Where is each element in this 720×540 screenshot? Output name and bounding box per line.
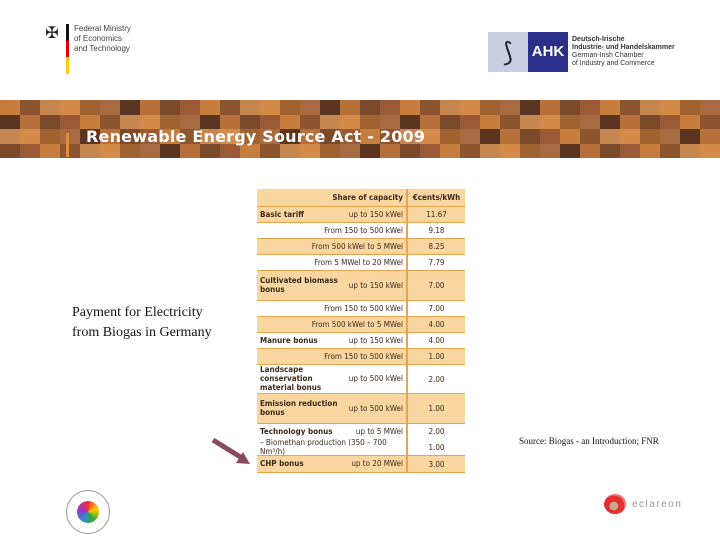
- banner-tile: [100, 100, 120, 115]
- row-value: 1.00: [407, 349, 465, 365]
- header-value: €cents/kWh: [407, 189, 465, 206]
- row-share: up to 5 MWel: [355, 427, 403, 436]
- banner-tile: [460, 129, 480, 144]
- row-share: From 5 MWel to 20 MWel: [314, 257, 403, 267]
- banner-tile: [400, 100, 420, 115]
- row-label-share: [257, 271, 406, 301]
- row-label-share: [257, 255, 406, 271]
- banner-tile: [0, 100, 20, 115]
- table-row: [257, 333, 465, 349]
- row-share: From 500 kWel to 5 MWel: [311, 319, 403, 329]
- banner-tile: [340, 100, 360, 115]
- banner-tile: [480, 144, 500, 159]
- arrow-icon: [210, 436, 254, 468]
- ahk-line: Industrie- und Handelskammer: [572, 44, 675, 51]
- slide-title: Renewable Energy Source Act - 2009: [86, 127, 426, 146]
- ahk-line: of Industry and Commerce: [572, 60, 655, 67]
- row-label-share: [257, 333, 406, 349]
- banner-tile: [640, 115, 660, 130]
- ahk-label: AHK: [528, 32, 568, 72]
- banner-tile: [160, 100, 180, 115]
- row-value: 2.00: [407, 424, 465, 440]
- banner-tile: [700, 115, 720, 130]
- row-share: up to 500 kWel: [348, 403, 403, 413]
- row-label: Technology bonus: [260, 427, 333, 436]
- banner-tile: [500, 144, 520, 159]
- banner-tile: [460, 115, 480, 130]
- banner-tile: [0, 144, 20, 159]
- row-label-share: [257, 239, 406, 255]
- table-row: [257, 301, 465, 317]
- banner-tile: [620, 115, 640, 130]
- table-row: [257, 239, 465, 255]
- eagle-icon: ✠: [45, 25, 59, 42]
- row-label-share: [257, 223, 406, 239]
- banner-tile: [40, 115, 60, 130]
- banner-tile: [440, 115, 460, 130]
- banner-tile: [140, 100, 160, 115]
- banner-tile: [500, 115, 520, 130]
- banner-tile: [660, 115, 680, 130]
- banner-tile: [40, 129, 60, 144]
- row-label: Basic tariff: [260, 209, 305, 219]
- banner-tile: [120, 100, 140, 115]
- row-share: up to 150 kWel: [348, 209, 403, 219]
- table-row: [257, 206, 465, 223]
- row-label-share: [257, 317, 406, 333]
- row-value: 2.00: [407, 365, 465, 394]
- table-row: [257, 394, 465, 424]
- banner-tile: [40, 100, 60, 115]
- row-value: 7.00: [407, 301, 465, 317]
- table-row: [257, 349, 465, 365]
- banner-tile: [0, 115, 20, 130]
- row-label-share: [257, 440, 406, 456]
- row-label: Emission reduction bonus: [260, 399, 338, 417]
- row-value: 7.79: [407, 255, 465, 271]
- table-row: [257, 223, 465, 239]
- banner-tile: [640, 144, 660, 159]
- tariff-table: [257, 189, 465, 473]
- row-label-share: [257, 365, 406, 394]
- banner-tile: [60, 129, 80, 144]
- banner-tile: [320, 100, 340, 115]
- banner-tile: [600, 144, 620, 159]
- ahk-line: German-Irish Chamber: [572, 52, 644, 59]
- banner-tile: [60, 100, 80, 115]
- row-label: Landscape conservation material bonus: [260, 365, 322, 392]
- row-label-share: [257, 394, 406, 424]
- banner-tile: [660, 129, 680, 144]
- row-label-share: [257, 207, 406, 223]
- table-row: [257, 271, 465, 301]
- banner-tile: [520, 129, 540, 144]
- banner-tile: [20, 144, 40, 159]
- row-share: up to 150 kWel: [348, 335, 403, 345]
- banner-tile: [520, 144, 540, 159]
- row-value: 7.00: [407, 271, 465, 301]
- banner-tile: [680, 144, 700, 159]
- row-value: 11.67: [407, 206, 465, 223]
- banner-tile: [580, 144, 600, 159]
- banner-tile: [440, 129, 460, 144]
- banner-tile: [560, 115, 580, 130]
- row-value: 3.00: [407, 456, 465, 473]
- banner-tile: [680, 129, 700, 144]
- banner-tile: [360, 100, 380, 115]
- ministry-logo: [42, 24, 131, 74]
- row-label-share: [257, 349, 406, 365]
- row-label: CHP bonus: [260, 459, 304, 468]
- banner-tile: [640, 129, 660, 144]
- banner-tile: [500, 100, 520, 115]
- banner-tile: [300, 100, 320, 115]
- banner-tile: [640, 100, 660, 115]
- banner-tile: [580, 100, 600, 115]
- banner-tile: [600, 115, 620, 130]
- table-row: [257, 255, 465, 271]
- banner-tile: [660, 144, 680, 159]
- banner-tile: [660, 100, 680, 115]
- row-label-share: [257, 301, 406, 317]
- banner-tile: [20, 115, 40, 130]
- banner-tile: [480, 115, 500, 130]
- eclareon-icon: [604, 494, 626, 514]
- banner-tile: [180, 100, 200, 115]
- table-header-row: [257, 189, 465, 206]
- slide-caption: Payment for Electricity from Biogas in Germany: [72, 305, 212, 340]
- banner-tile: [240, 100, 260, 115]
- banner-tile: [440, 100, 460, 115]
- banner-tile: [560, 144, 580, 159]
- ahk-line: Deutsch-Irische: [572, 36, 625, 43]
- banner-tile: [500, 129, 520, 144]
- banner-tile: [540, 115, 560, 130]
- banner-tile: [560, 129, 580, 144]
- german-flag-stripe: [66, 24, 69, 74]
- ministry-line: of Economics: [74, 34, 123, 43]
- banner-tile: [20, 100, 40, 115]
- banner-tile: [620, 100, 640, 115]
- row-share: up to 20 MWel: [351, 459, 403, 468]
- banner-tile: [520, 100, 540, 115]
- banner-tile: [580, 129, 600, 144]
- table-row: [257, 440, 465, 456]
- row-value: 9.18: [407, 223, 465, 239]
- banner-tile: [460, 100, 480, 115]
- banner-tile: [260, 100, 280, 115]
- row-share: From 150 to 500 kWel: [324, 351, 403, 361]
- row-label-share: [257, 456, 406, 473]
- banner-tile: [0, 129, 20, 144]
- banner-tile: [540, 129, 560, 144]
- banner-tile: [220, 100, 240, 115]
- banner-tile: [680, 100, 700, 115]
- table-row: [257, 456, 465, 473]
- row-value: 8.25: [407, 239, 465, 255]
- banner-tile: [700, 129, 720, 144]
- row-share: up to 500 kWel: [348, 374, 403, 383]
- banner-tile: [540, 100, 560, 115]
- table-row: [257, 317, 465, 333]
- row-share: From 150 to 500 kWel: [324, 225, 403, 235]
- header-share: Share of capacity: [257, 189, 407, 206]
- banner-tile: [480, 100, 500, 115]
- banner-tile: [600, 100, 620, 115]
- banner-tile: [620, 144, 640, 159]
- banner-tile: [420, 100, 440, 115]
- title-accent-bar: [66, 133, 69, 157]
- source-note: Source: Biogas - an Introduction; FNR: [519, 436, 659, 446]
- ministry-line: and Technology: [74, 44, 130, 53]
- row-label: Manure bonus: [260, 335, 318, 345]
- banner-tile: [560, 100, 580, 115]
- row-share: up to 150 kWel: [348, 280, 403, 290]
- ahk-logo: [488, 32, 675, 72]
- banner-tile: [440, 144, 460, 159]
- banner-tile: [600, 129, 620, 144]
- banner-tile: [620, 129, 640, 144]
- row-value: 4.00: [407, 317, 465, 333]
- banner-tile: [80, 100, 100, 115]
- banner-tile: [480, 129, 500, 144]
- ministry-line: Federal Ministry: [74, 24, 131, 33]
- banner-tile: [540, 144, 560, 159]
- eclareon-logo: [604, 494, 682, 514]
- row-value: 4.00: [407, 333, 465, 349]
- banner-tile: [680, 115, 700, 130]
- eclareon-text: eclareon: [632, 498, 683, 510]
- banner-tile: [580, 115, 600, 130]
- banner-tile: [20, 129, 40, 144]
- banner-tile: [700, 100, 720, 115]
- row-label: – Biomethan production (350 – 700 Nm³/h): [260, 438, 387, 456]
- row-value: 1.00: [407, 394, 465, 424]
- banner-tile: [280, 100, 300, 115]
- banner-tile: [700, 144, 720, 159]
- row-label: Cultivated biomass bonus: [260, 276, 338, 294]
- globe-icon: [77, 501, 99, 523]
- banner-tile: [60, 115, 80, 130]
- row-share: From 500 kWel to 5 MWel: [311, 241, 403, 251]
- banner-tile: [460, 144, 480, 159]
- table-row: [257, 365, 465, 394]
- banner-tile: [520, 115, 540, 130]
- harp-icon: ⟆: [488, 32, 528, 72]
- renewables-logo: [66, 490, 110, 534]
- row-value: 1.00: [407, 440, 465, 456]
- row-share: From 150 to 500 kWel: [324, 303, 403, 313]
- banner-tile: [200, 100, 220, 115]
- banner-tile: [40, 144, 60, 159]
- banner-tile: [380, 100, 400, 115]
- banner-tile: [60, 144, 80, 159]
